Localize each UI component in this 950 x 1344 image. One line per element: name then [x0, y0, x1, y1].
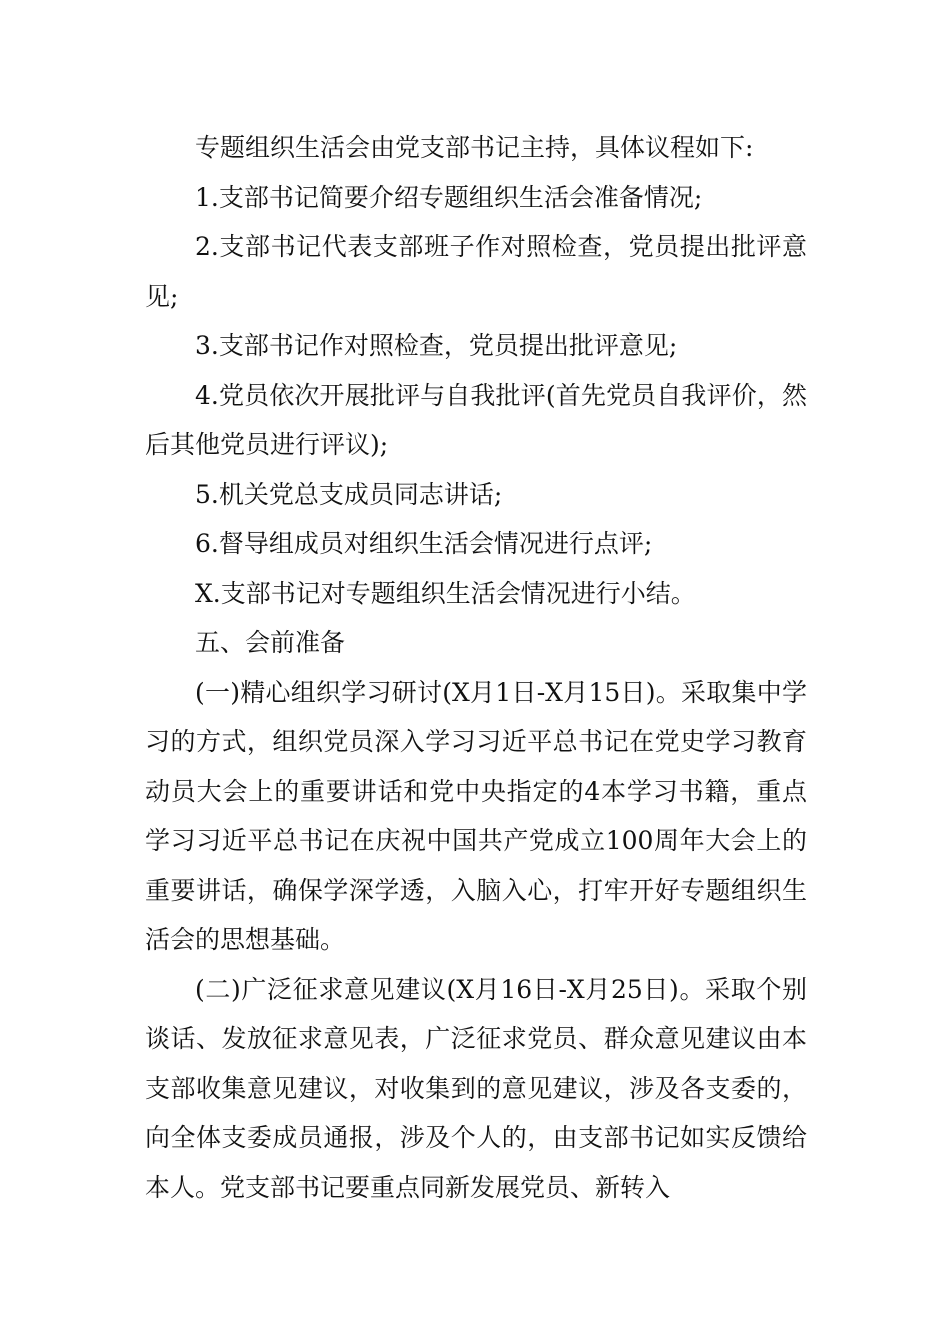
paragraph-study: (一)精心组织学习研讨(X月1日-X月15日)。采取集中学习的方式，组织党员深入学习习近平总书记在党史学习教育动员大会上的重要讲话和党中央指定的4本学习书籍，重点学习习近平总书记在庆祝中国共产党成立100周年大会上的重要讲话，确保学深学透，入脑入心，打牢开好专题组织生活会的思想基础。: [145, 677, 807, 954]
paragraph-opinions: (二)广泛征求意见建议(X月16日-X月25日)。采取个别谈话、发放征求意见表，广泛征求党员、群众意见建议由本支部收集意见建议，对收集到的意见建议，涉及各支委的，向全体支委成员通报，涉及个人的，由支部书记如实反馈给本人。党支部书记要重点同新发展党员、新转入: [145, 974, 807, 1202]
agenda-item-x: X.支部书记对专题组织生活会情况进行小结。: [195, 578, 696, 608]
agenda-item-3: 3.支部书记作对照检查，党员提出批评意见;: [195, 331, 678, 360]
agenda-item-6: 6.督导组成员对组织生活会情况进行点评;: [195, 529, 653, 558]
section-heading-preparation: 五、会前准备: [195, 628, 346, 657]
paragraph-intro: 专题组织生活会由党支部书记主持，具体议程如下:: [195, 133, 754, 162]
agenda-item-5: 5.机关党总支成员同志讲话;: [195, 479, 503, 509]
document-body: [145, 123, 807, 1212]
agenda-item-1: 1.支部书记简要介绍专题组织生活会准备情况;: [195, 182, 703, 212]
agenda-item-2: 2.支部书记代表支部班子作对照检查，党员提出批评意见;: [145, 232, 807, 311]
agenda-item-4: 4.党员依次开展批评与自我批评(首先党员自我评价，然后其他党员进行评议);: [145, 380, 807, 459]
